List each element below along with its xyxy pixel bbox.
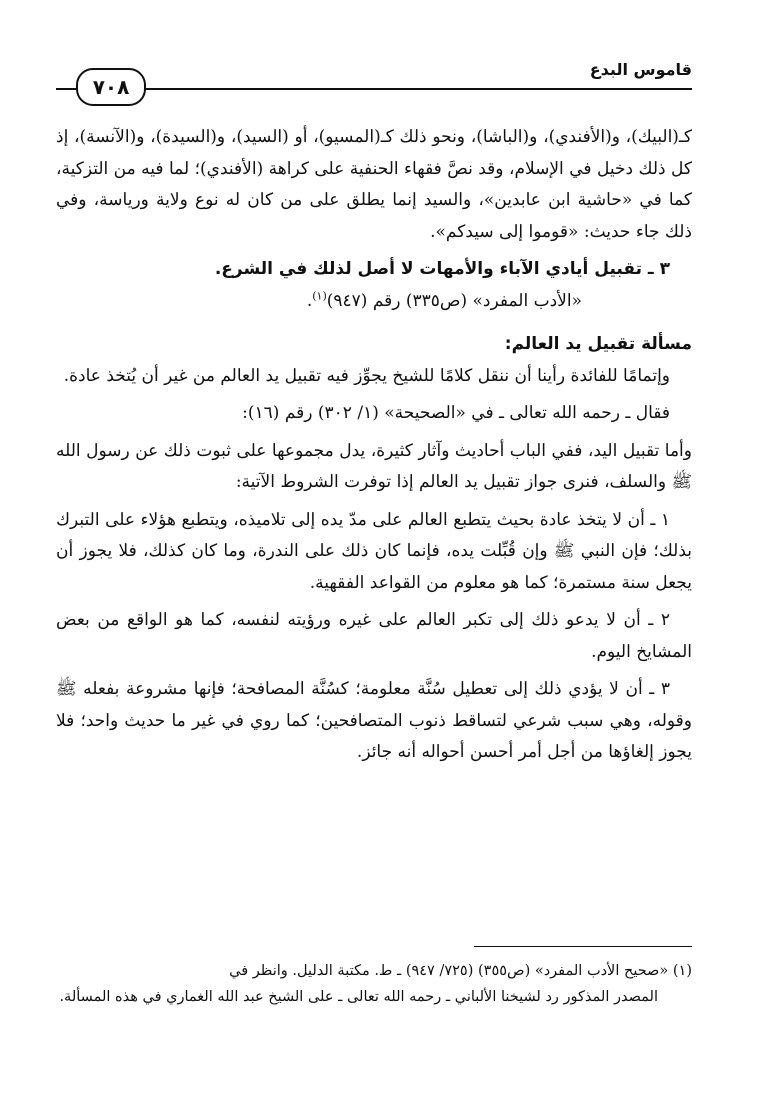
paragraph-titles: كـ(البيك)، و(الأفندي)، و(الباشا)، ونحو ذلك كـ(المسيو)، أو (السيد)، و(السيدة)، و(الآنسة)، إذ كل ذلك دخيل في الإسلام، وقد نصَّ فقهاء الحنفية على كراهة (الأفندي)؛ لما فيه من التزكية، كما في «حاشية ابن عابدين»، والسيد إنما يطلق على من كان له نوع ولاية ورياسة، وفي ذلك جاء حديث: «قوموا إلى سيدكم». bbox=[56, 127, 692, 242]
section-title: مسألة تقبيل يد العالم: bbox=[504, 334, 692, 354]
footnote-ref-1: (١) bbox=[312, 288, 327, 302]
condition-2: ٢ ـ أن لا يدعو ذلك إلى تكبر العالم على غيره ورؤيته لنفسه، كما هو الواقع من بعض المشايخ اليوم. bbox=[56, 610, 692, 662]
reference-line: «الأدب المفرد» (ص٣٣٥) رقم (٩٤٧)$^{(١)}$. bbox=[306, 288, 582, 311]
paragraph-hand-kissing: وأما تقبيل اليد، ففي الباب أحاديث وآثار كثيرة، يدل مجموعها على ثبوت ذلك عن رسول الله ﷺ والسلف، فنرى جواز تقبيل يد العالم إذا توفرت الشروط الآتية: bbox=[56, 440, 692, 492]
book-title: قاموس البدع bbox=[589, 60, 692, 79]
footnote bbox=[56, 958, 692, 1010]
page-number: ٧٠٨ bbox=[92, 75, 130, 99]
page-body bbox=[56, 122, 692, 769]
footnote-marker: (١) bbox=[672, 963, 692, 979]
paragraph-quote-source: فقال ـ رحمه الله تعالى ـ في «الصحيحة» (١/ ٣٠٢) رقم (١٦): bbox=[242, 403, 670, 423]
footnote-line-1 bbox=[56, 958, 692, 984]
footnote-text: «صحيح الأدب المفرد» (ص٣٥٥) (٧٢٥/ ٩٤٧) ـ ط. مكتبة الدليل. وانظر في bbox=[229, 963, 669, 979]
condition-3: ٣ ـ أن لا يؤدي ذلك إلى تعطيل سُنَّة معلومة؛ كسُنَّة المصافحة؛ فإنها مشروعة بفعله ﷺ وقوله، وهي سبب شرعي لتساقط ذنوب المتصافحين؛ كما روي في غير ما حديث واحد؛ فلا يجوز إلغاؤها من أجل أمر أحسن أحواله أنه جائز. bbox=[56, 679, 692, 762]
page-number-badge bbox=[76, 68, 146, 106]
footnote-continuation: المصدر المذكور رد لشيخنا الألباني ـ رحمه الله تعالى ـ على الشيخ عبد الله الغماري في هذه المسألة. bbox=[59, 989, 658, 1005]
reference-text: «الأدب المفرد» (ص٣٣٥) رقم (٩٤٧) bbox=[326, 290, 582, 311]
heading-item-3: ٣ ـ تقبيل أيادي الآباء والأمهات لا أصل لذلك في الشرع. bbox=[214, 259, 670, 279]
paragraph-intro: وإتمامًا للفائدة رأينا أن ننقل كلامًا للشيخ يجوِّز فيه تقبيل يد العالم من غير أن يُتخذ عادة. bbox=[63, 365, 670, 386]
header-rule bbox=[56, 88, 692, 90]
footnote-rule bbox=[474, 946, 692, 947]
condition-1: ١ ـ أن لا يتخذ عادة بحيث يتطبع العالم على مدّ يده إلى تلاميذه، ويتطبع هؤلاء على التبرك بذلك؛ فإن النبي ﷺ وإن قُبِّلت يده، فإنما كان ذلك على الندرة، وما كان كذلك، فلا يجوز أن يجعل سنة مستمرة؛ كما هو معلوم من القواعد الفقهية. bbox=[56, 509, 692, 593]
page-header bbox=[56, 60, 692, 106]
